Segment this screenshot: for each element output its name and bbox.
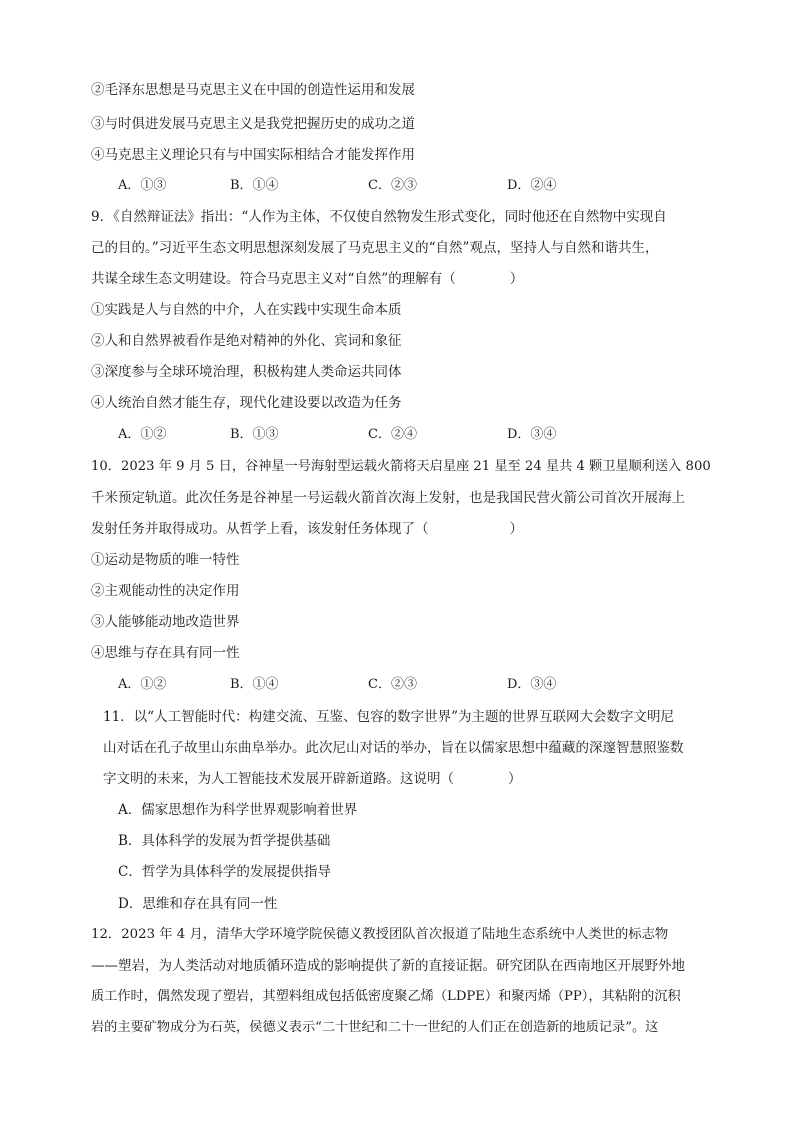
q9-item-1: ①实践是人与自然的中介，人在实践中实现生命本质 xyxy=(91,302,402,318)
q9-item-2: ②人和自然界被看作是绝对精神的外化、宾词和象征 xyxy=(91,333,402,349)
q10-option-d: D．③④ xyxy=(507,677,557,692)
q10-option-c: C．②③ xyxy=(368,677,417,692)
q9-option-c: C．②④ xyxy=(368,427,417,442)
q9-item-4: ④人统治自然才能生存，现代化建设要以改造为任务 xyxy=(91,395,402,411)
q12-stem-line-2: ——塑岩，为人类活动对地质循环造成的影响提供了新的直接证据。研究团队在西南地区开展野外地 xyxy=(91,958,685,974)
q10-item-4: ④思维与存在具有同一性 xyxy=(91,645,240,661)
q9-stem-line-2: 己的目的。”习近平生态文明思想深刻发展了马克思主义的“自然”观点，坚持人与自然和谐共生， xyxy=(91,240,659,256)
q8-option-a: A．①③ xyxy=(118,178,167,193)
q10-stem-line-2: 千米预定轨道。此次任务是谷神星一号运载火箭首次海上发射，也是我国民营火箭公司首次开展海上 xyxy=(91,490,685,506)
q10-option-a: A．①② xyxy=(118,677,167,692)
q11-choice-c: C．哲学为具体科学的发展提供指导 xyxy=(118,864,331,880)
q8-option-d: D．②④ xyxy=(507,178,557,193)
q10-item-3: ③人能够能动地改造世界 xyxy=(91,614,240,630)
q9-option-a: A．①② xyxy=(118,427,167,442)
q9-item-3: ③深度参与全球环境治理，积极构建人类命运共同体 xyxy=(91,364,402,380)
q11-stem-line-3: 字文明的未来，为人工智能技术发展开辟新道路。这说明（ ） xyxy=(103,771,522,787)
q10-item-1: ①运动是物质的唯一特性 xyxy=(91,552,240,568)
q9-stem-line-1: 9．《自然辩证法》指出：“人作为主体，不仅使自然物发生形式变化，同时他还在自然物中实现自 xyxy=(91,209,667,225)
q8-option-b: B．①④ xyxy=(230,178,279,193)
q10-option-b: B．①④ xyxy=(230,677,279,692)
q9-option-d: D．③④ xyxy=(507,427,557,442)
q8-item-2: ②毛泽东思想是马克思主义在中国的创造性运用和发展 xyxy=(91,82,415,98)
q11-choice-a: A．儒家思想作为科学世界观影响着世界 xyxy=(118,802,358,818)
q8-item-4: ④马克思主义理论只有与中国实际相结合才能发挥作用 xyxy=(91,147,415,163)
q8-item-3: ③与时俱进发展马克思主义是我党把握历史的成功之道 xyxy=(91,116,415,132)
q11-stem-line-2: 山对话在孔子故里山东曲阜举办。此次尼山对话的举办，旨在以儒家思想中蕴藏的深邃智慧照鉴数 xyxy=(103,740,684,756)
q12-stem-line-1: 12．2023 年 4 月，清华大学环境学院侯德义教授团队首次报道了陆地生态系统中人类世的标志物 xyxy=(91,927,669,942)
q11-choice-d: D．思维和存在具有同一性 xyxy=(118,896,278,912)
q10-item-2: ②主观能动性的决定作用 xyxy=(91,583,240,599)
q9-option-b: B．①③ xyxy=(230,427,279,442)
q12-stem-line-3: 质工作时，偶然发现了塑岩，其塑料组成包括低密度聚乙烯（LDPE）和聚丙烯（PP），其粘附的沉积 xyxy=(91,989,681,1004)
q11-stem-line-1: 11．以“人工智能时代：构建交流、互鉴、包容的数字世界”为主题的世界互联网大会数字文明尼 xyxy=(103,709,674,725)
q11-choice-b: B．具体科学的发展为哲学提供基础 xyxy=(118,833,331,849)
q12-stem-line-4: 岩的主要矿物成分为石英，侯德义表示“二十世纪和二十一世纪的人们正在创造新的地质记录”。这 xyxy=(91,1020,659,1035)
q10-stem-line-3: 发射任务并取得成功。从哲学上看，该发射任务体现了（ ） xyxy=(91,521,523,537)
q8-option-c: C．②③ xyxy=(368,178,417,193)
q9-stem-line-3: 共谋全球生态文明建设。符合马克思主义对“自然”的理解有（ ） xyxy=(91,271,524,287)
q10-stem-line-1: 10．2023 年 9 月 5 日，谷神星一号海射型运载火箭将天启星座 21 星至 24 星共 4 颗卫星顺利送入 800 xyxy=(91,459,711,474)
